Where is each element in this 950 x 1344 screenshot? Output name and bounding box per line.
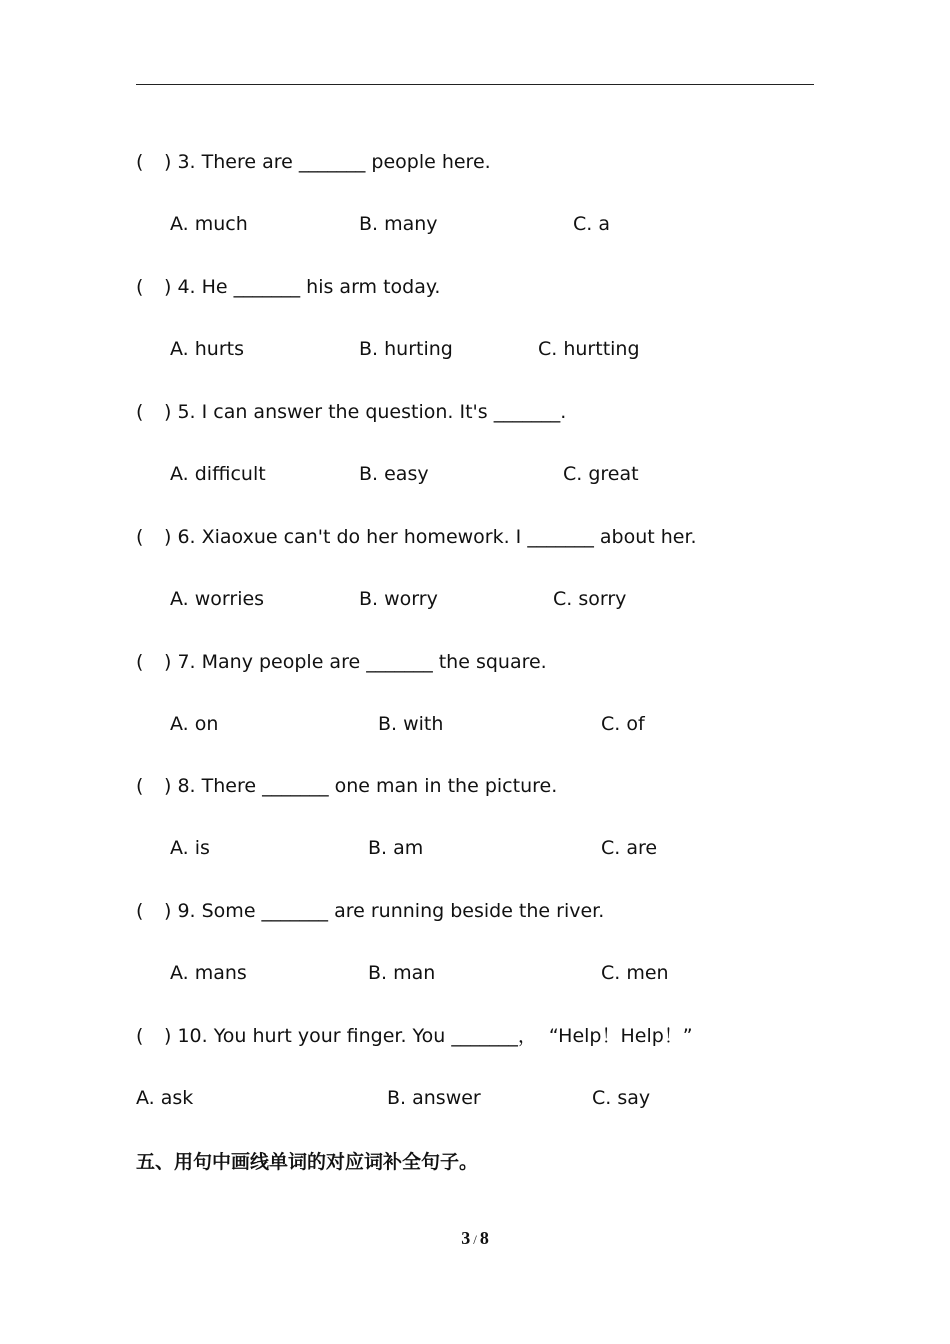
answer-paren[interactable]: (	[136, 775, 144, 797]
answer-paren[interactable]: (	[136, 151, 144, 173]
question-5	[136, 400, 566, 424]
question-10	[136, 1024, 693, 1048]
option-b: B. easy	[359, 463, 429, 485]
option-c: C. great	[563, 463, 639, 485]
question-text: ) 5. I can answer the question. It's _______.	[164, 401, 567, 423]
answer-paren[interactable]: (	[136, 276, 144, 298]
question-text: ) 4. He _______ his arm today.	[164, 276, 441, 298]
option-b: B. answer	[387, 1087, 481, 1109]
section-title: 五、用句中画线单词的对应词补全句子。	[136, 1151, 479, 1173]
answer-paren[interactable]: (	[136, 401, 144, 423]
page-separator: /	[473, 1232, 477, 1247]
answer-paren[interactable]: (	[136, 1025, 144, 1047]
option-a: A. worries	[170, 588, 265, 610]
option-c: C. sorry	[553, 588, 627, 610]
question-text: ) 7. Many people are _______ the square.	[164, 651, 547, 673]
option-b: B. hurting	[359, 338, 453, 360]
question-9	[136, 899, 604, 923]
question-text: ) 6. Xiaoxue can't do her homework. I _______ about her.	[164, 526, 697, 548]
current-page: 3	[461, 1228, 471, 1248]
total-pages: 8	[479, 1228, 489, 1248]
option-b: B. many	[359, 213, 438, 235]
option-c: C. say	[592, 1087, 651, 1109]
option-c: C. of	[601, 713, 645, 735]
option-a: A. much	[170, 213, 248, 235]
option-b: B. worry	[359, 588, 438, 610]
option-a: A. hurts	[170, 338, 244, 360]
option-a: A. difficult	[170, 463, 266, 485]
question-text: ) 10. You hurt your finger. You _______， “Help！Help！”	[164, 1025, 693, 1047]
option-a: A. mans	[170, 962, 247, 984]
page-number	[0, 1228, 950, 1249]
option-c: C. are	[601, 837, 658, 859]
question-text: ) 9. Some _______ are running beside the river.	[164, 900, 605, 922]
option-c: C. a	[573, 213, 610, 235]
option-c: C. men	[601, 962, 669, 984]
question-8	[136, 774, 557, 798]
option-b: B. man	[368, 962, 436, 984]
question-6	[136, 525, 697, 549]
option-b: B. am	[368, 837, 424, 859]
question-3	[136, 150, 491, 174]
answer-paren[interactable]: (	[136, 900, 144, 922]
question-7	[136, 650, 547, 674]
header-rule	[136, 84, 814, 85]
option-a: A. on	[170, 713, 219, 735]
option-a: A. ask	[136, 1087, 194, 1109]
option-a: A. is	[170, 837, 210, 859]
option-c: C. hurtting	[538, 338, 640, 360]
question-text: ) 3. There are _______ people here.	[164, 151, 491, 173]
question-4	[136, 275, 440, 299]
option-b: B. with	[378, 713, 444, 735]
answer-paren[interactable]: (	[136, 651, 144, 673]
question-text: ) 8. There _______ one man in the picture.	[164, 775, 558, 797]
answer-paren[interactable]: (	[136, 526, 144, 548]
